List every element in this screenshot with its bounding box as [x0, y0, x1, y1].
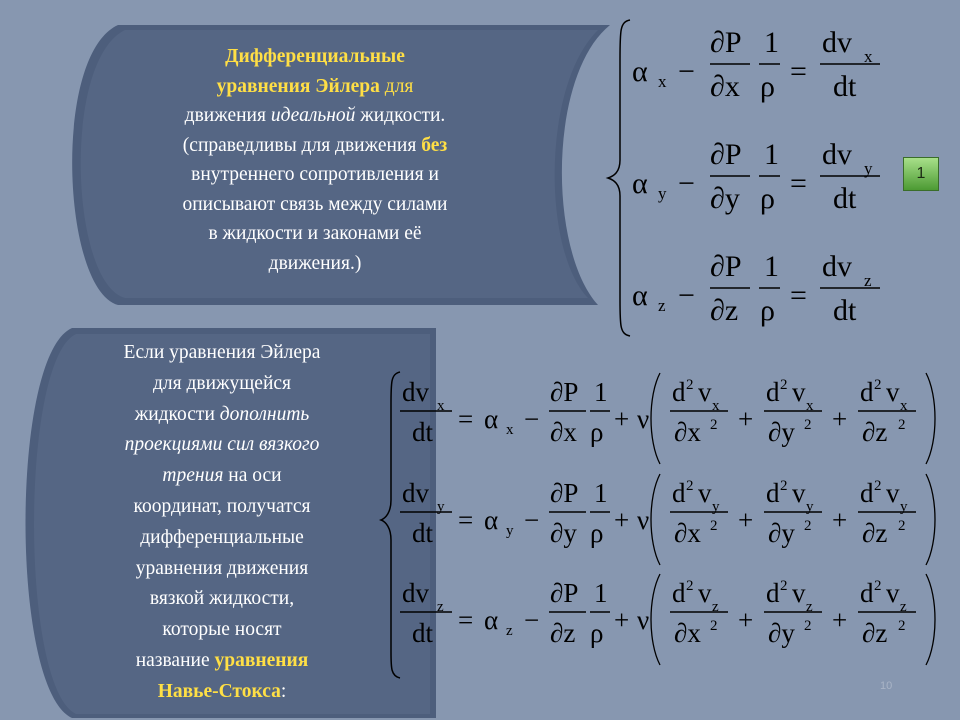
denominator: ∂z — [710, 294, 739, 327]
denominator: ∂y — [768, 417, 795, 447]
right-paren — [926, 474, 935, 565]
denominator: dt — [412, 417, 434, 447]
numerator: v — [886, 377, 900, 407]
subscript: z — [506, 623, 513, 639]
numerator: d — [766, 478, 780, 508]
plus-sign: + — [738, 505, 754, 535]
left-paren — [651, 574, 660, 665]
superscript: 2 — [780, 478, 788, 494]
denominator: dt — [833, 294, 857, 327]
numerator: v — [698, 377, 712, 407]
numerator: ∂P — [550, 478, 579, 508]
numerator: v — [792, 377, 806, 407]
subscript: y — [437, 499, 445, 515]
page-number: 10 — [880, 680, 893, 692]
denominator: ρ — [590, 618, 604, 648]
superscript: 2 — [710, 417, 718, 433]
numerator: dv — [822, 26, 852, 59]
text-bold: уравнения — [214, 649, 309, 671]
text-bold: Навье-Стокса — [157, 680, 281, 702]
denominator: dt — [412, 618, 434, 648]
right-paren — [926, 574, 935, 665]
text: для движущейся — [152, 372, 291, 394]
text: на оси — [223, 465, 282, 487]
subscript: z — [437, 599, 444, 615]
text: (справедливы для движения — [182, 134, 422, 156]
subscript: y — [506, 523, 514, 539]
denominator: ∂x — [550, 417, 577, 447]
system-brace — [381, 372, 400, 678]
denominator: ρ — [760, 70, 775, 103]
superscript: 2 — [804, 417, 812, 433]
text: движения.) — [268, 252, 362, 274]
title-line-1: Дифференциальные — [225, 46, 405, 67]
subscript: y — [900, 499, 908, 515]
denominator: ∂z — [862, 417, 888, 447]
alpha-symbol: α — [484, 404, 499, 434]
right-paren — [926, 373, 935, 464]
alpha-symbol: α — [632, 55, 648, 88]
subscript: z — [658, 296, 666, 315]
superscript: 2 — [874, 578, 882, 594]
numerator: ∂P — [550, 377, 579, 407]
equals-sign: = — [790, 55, 807, 88]
nu-symbol: ν — [637, 505, 650, 535]
denominator: ∂y — [550, 518, 577, 548]
minus-sign: − — [678, 167, 695, 200]
denominator: ∂y — [768, 518, 795, 548]
numerator: d — [766, 578, 780, 608]
numerator: d — [672, 377, 686, 407]
subscript: z — [712, 599, 719, 615]
subscript: x — [900, 398, 908, 414]
superscript: 2 — [874, 478, 882, 494]
numerator: d — [860, 478, 874, 508]
plus-sign: + — [614, 605, 630, 635]
numerator: ∂P — [710, 26, 742, 59]
slide-badge[interactable]: 1 — [903, 157, 939, 191]
numerator: dv — [402, 578, 429, 608]
subscript: y — [806, 499, 814, 515]
denominator: ∂z — [862, 518, 888, 548]
text: название — [135, 649, 215, 671]
numerator: v — [792, 478, 806, 508]
subscript: x — [864, 47, 873, 66]
denominator: ∂z — [862, 618, 888, 648]
equals-sign: = — [790, 279, 807, 312]
title-line-2: уравнения Эйлера — [216, 75, 380, 97]
subscript: x — [806, 398, 814, 414]
subscript: z — [864, 271, 872, 290]
text: Если уравнения Эйлера — [123, 342, 321, 363]
text-bold: без — [421, 134, 448, 156]
superscript: 2 — [710, 618, 718, 634]
alpha-symbol: α — [484, 605, 499, 635]
minus-sign: − — [678, 55, 695, 88]
subscript: x — [437, 398, 445, 414]
equals-sign: = — [790, 167, 807, 200]
subscript: y — [864, 159, 873, 178]
minus-sign: − — [678, 279, 695, 312]
numerator: v — [886, 578, 900, 608]
numerator: v — [698, 478, 712, 508]
superscript: 2 — [710, 518, 718, 534]
title-for: для — [379, 75, 414, 97]
denominator: ∂x — [710, 70, 740, 103]
subscript: z — [806, 599, 813, 615]
nu-symbol: ν — [637, 404, 650, 434]
text: дифференциальные — [140, 526, 304, 548]
subscript: z — [900, 599, 907, 615]
text: вязкой жидкости, — [149, 588, 295, 610]
plus-sign: + — [738, 404, 754, 434]
text-italic: проекциями сил вязкого — [124, 434, 320, 456]
numerator: 1 — [764, 26, 779, 59]
numerator: 1 — [764, 138, 779, 171]
equals-sign: = — [458, 404, 474, 434]
equals-sign: = — [458, 505, 474, 535]
denominator: ρ — [760, 182, 775, 215]
subscript: x — [658, 72, 667, 91]
numerator: d — [672, 478, 686, 508]
text: : — [280, 680, 287, 702]
numerator: dv — [402, 478, 429, 508]
text: движения — [184, 105, 271, 126]
text-italic: дополнить — [219, 403, 310, 425]
superscript: 2 — [898, 618, 906, 634]
numerator: 1 — [594, 578, 608, 608]
numerator: d — [766, 377, 780, 407]
denominator: dt — [833, 182, 857, 215]
left-paren — [651, 373, 660, 464]
alpha-symbol: α — [632, 279, 648, 312]
subscript: x — [506, 422, 514, 438]
superscript: 2 — [780, 578, 788, 594]
numerator: ∂P — [710, 250, 742, 283]
equals-sign: = — [458, 605, 474, 635]
denominator: ∂x — [674, 618, 701, 648]
numerator: dv — [822, 138, 852, 171]
system-brace — [608, 20, 630, 336]
numerator: 1 — [764, 250, 779, 283]
plus-sign: + — [614, 505, 630, 535]
denominator: ∂y — [710, 182, 740, 215]
plus-sign: + — [832, 404, 848, 434]
numerator: v — [792, 578, 806, 608]
numerator: ∂P — [550, 578, 579, 608]
denominator: ∂z — [550, 618, 576, 648]
left-paren — [651, 474, 660, 565]
denominator: ρ — [760, 294, 775, 327]
denominator: ∂y — [768, 618, 795, 648]
numerator: 1 — [594, 478, 608, 508]
superscript: 2 — [780, 377, 788, 393]
text: координат, получатся — [133, 495, 311, 517]
superscript: 2 — [874, 377, 882, 393]
plus-sign: + — [832, 605, 848, 635]
superscript: 2 — [686, 478, 694, 494]
text: в жидкости и законами её — [208, 223, 422, 244]
denominator: ρ — [590, 417, 604, 447]
text: уравнения движения — [135, 557, 309, 579]
text-italic: идеальной — [270, 105, 356, 126]
minus-sign: − — [524, 605, 540, 635]
numerator: ∂P — [710, 138, 742, 171]
superscript: 2 — [686, 578, 694, 594]
denominator: dt — [833, 70, 857, 103]
plus-sign: + — [738, 605, 754, 635]
nu-symbol: ν — [637, 605, 650, 635]
plus-sign: + — [614, 404, 630, 434]
numerator: v — [698, 578, 712, 608]
denominator: ∂x — [674, 518, 701, 548]
text: которые носят — [162, 619, 282, 641]
numerator: d — [860, 377, 874, 407]
subscript: x — [712, 398, 720, 414]
alpha-symbol: α — [632, 167, 648, 200]
text-italic: трения — [162, 465, 224, 487]
plus-sign: + — [832, 505, 848, 535]
denominator: dt — [412, 518, 434, 548]
superscript: 2 — [804, 518, 812, 534]
superscript: 2 — [804, 618, 812, 634]
superscript: 2 — [686, 377, 694, 393]
text: внутреннего сопротивления и — [191, 164, 439, 185]
numerator: v — [886, 478, 900, 508]
numerator: d — [672, 578, 686, 608]
superscript: 2 — [898, 518, 906, 534]
numerator: dv — [402, 377, 429, 407]
denominator: ρ — [590, 518, 604, 548]
minus-sign: − — [524, 505, 540, 535]
subscript: y — [658, 184, 667, 203]
minus-sign: − — [524, 404, 540, 434]
denominator: ∂x — [674, 417, 701, 447]
numerator: dv — [822, 250, 852, 283]
text: жидкости. — [355, 105, 446, 126]
text: жидкости — [134, 403, 220, 425]
numerator: 1 — [594, 377, 608, 407]
numerator: d — [860, 578, 874, 608]
text: описывают связь между силами — [182, 193, 448, 215]
subscript: y — [712, 499, 720, 515]
alpha-symbol: α — [484, 505, 499, 535]
superscript: 2 — [898, 417, 906, 433]
